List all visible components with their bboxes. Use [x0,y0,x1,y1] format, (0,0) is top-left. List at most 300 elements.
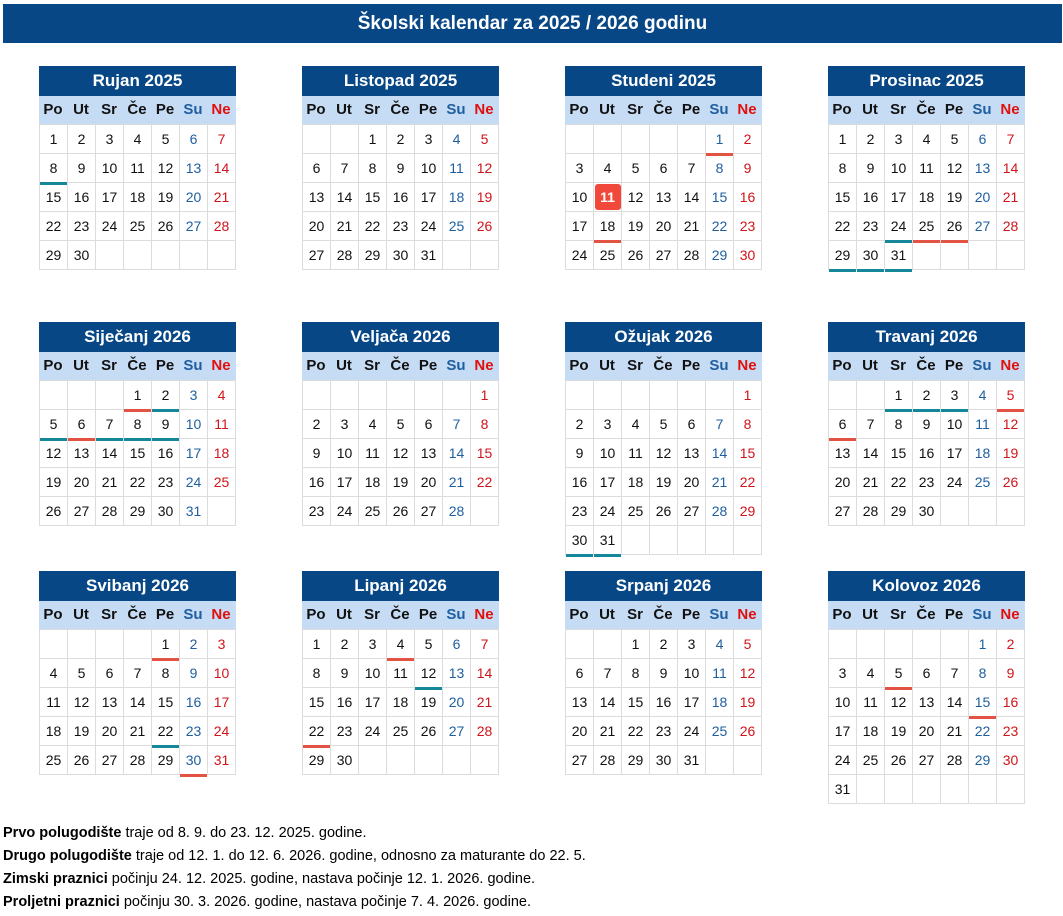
day-cell: 6 [968,125,996,153]
day-cell: 11 [207,410,236,438]
week-row [565,497,762,526]
day-cell: 25 [968,468,996,496]
empty-cell [67,381,95,409]
day-cell: 5 [621,154,649,182]
day-cell: 16 [330,688,358,716]
day-cell: 14 [123,688,151,716]
week-row [39,410,236,439]
day-cell: 3 [677,630,705,658]
weekday-label: Ne [474,606,494,623]
weekday-label: Sr [627,101,643,118]
day-cell: 30 [151,497,179,525]
day-cell: 14 [95,439,123,467]
day-cell: 13 [414,439,442,467]
day-cell: 27 [677,497,705,525]
day-cell: 8 [968,659,996,687]
day-cell: 11 [705,659,733,687]
day-cell: 3 [95,125,123,153]
empty-cell [968,775,996,803]
day-cell: 6 [179,125,207,153]
day-cell: 15 [968,688,996,716]
week-row [302,212,499,241]
day-cell: 21 [207,183,236,211]
week-row [302,630,499,659]
empty-cell [123,241,151,269]
day-cell: 24 [884,212,912,240]
weekday-label: Pe [681,606,701,623]
day-cell: 1 [151,630,179,658]
day-cell: 25 [386,717,414,745]
weekday-label: Ut [599,606,615,623]
day-cell: 6 [67,410,95,438]
day-cell: 20 [179,183,207,211]
day-cell: 1 [123,381,151,409]
day-cell: 6 [649,154,677,182]
day-cell: 12 [621,183,649,211]
day-cell: 4 [593,154,621,182]
weekday-label: Su [183,606,203,623]
day-cell: 7 [705,410,733,438]
day-cell: 16 [67,183,95,211]
weekday-label: Po [569,606,589,623]
day-cell: 1 [733,381,762,409]
day-cell: 29 [884,497,912,525]
weekday-header [39,96,236,124]
week-row [565,688,762,717]
day-cell: 20 [565,717,593,745]
empty-cell [705,746,733,774]
day-cell: 29 [39,241,67,269]
day-cell: 3 [828,659,856,687]
day-cell: 25 [39,746,67,774]
empty-cell [856,381,884,409]
empty-cell [39,381,67,409]
day-cell: 27 [442,717,470,745]
day-cell: 1 [884,381,912,409]
day-cell: 10 [179,410,207,438]
weekday-label: Ut [73,606,89,623]
week-row [302,439,499,468]
day-cell: 4 [705,630,733,658]
empty-cell [968,497,996,525]
day-cell: 13 [677,439,705,467]
weekday-label: Sr [101,357,117,374]
day-cell: 28 [123,746,151,774]
day-cell: 16 [179,688,207,716]
day-cell: 30 [179,746,207,774]
week-row [565,746,762,775]
month-calendar [39,322,236,526]
weekday-header [828,96,1025,124]
week-row [828,125,1025,154]
day-cell: 18 [39,717,67,745]
month-title: Prosinac 2025 [828,66,1025,96]
week-row [565,717,762,746]
day-cell: 9 [330,659,358,687]
day-cell: 31 [414,241,442,269]
day-cell: 15 [828,183,856,211]
week-row [39,212,236,241]
week-row [828,775,1025,804]
day-cell: 4 [621,410,649,438]
day-cell: 2 [856,125,884,153]
day-cell: 28 [442,497,470,525]
empty-cell [470,497,499,525]
weekday-label: Pe [155,606,175,623]
day-cell: 11 [442,154,470,182]
weekday-label: Če [916,357,936,374]
day-cell: 14 [677,183,705,211]
day-cell: 3 [358,630,386,658]
month-title: Studeni 2025 [565,66,762,96]
month-calendar [565,66,762,270]
weekday-header [39,352,236,380]
weekday-label: Ut [862,357,878,374]
empty-cell [705,526,733,554]
day-cell: 18 [968,439,996,467]
day-cell: 25 [123,212,151,240]
empty-cell [95,241,123,269]
day-cell: 27 [649,241,677,269]
day-cell: 19 [470,183,499,211]
weekday-header [828,352,1025,380]
day-cell: 14 [705,439,733,467]
weekday-label: Ut [73,357,89,374]
day-cell: 13 [442,659,470,687]
day-cell: 31 [828,775,856,803]
day-cell: 19 [940,183,968,211]
empty-cell [733,746,762,774]
day-cell: 11 [912,154,940,182]
month-title: Srpanj 2026 [565,571,762,601]
day-cell: 4 [442,125,470,153]
day-cell: 19 [649,468,677,496]
day-cell: 2 [565,410,593,438]
week-row [828,746,1025,775]
note-spring-break: Proljetni praznici počinju 30. 3. 2026. godine, nastava počinje 7. 4. 2026. godine. [3,894,531,910]
day-cell: 19 [884,717,912,745]
week-row [828,241,1025,270]
weekday-label: Če [127,357,147,374]
empty-cell [123,630,151,658]
month-calendar [39,571,236,775]
weekday-label: Pe [155,357,175,374]
day-cell: 31 [593,526,621,554]
weekday-header [828,601,1025,629]
day-cell: 18 [386,688,414,716]
day-cell: 21 [442,468,470,496]
month-calendar [302,322,499,526]
day-cell: 9 [912,410,940,438]
day-cell: 22 [123,468,151,496]
day-cell: 7 [996,125,1025,153]
week-row [39,630,236,659]
month-title: Kolovoz 2026 [828,571,1025,601]
day-cell: 30 [565,526,593,554]
day-cell: 19 [67,717,95,745]
day-cell: 12 [151,154,179,182]
empty-cell [649,526,677,554]
day-cell: 23 [67,212,95,240]
day-cell: 10 [207,659,236,687]
day-cell: 9 [151,410,179,438]
day-cell: 22 [302,717,330,745]
day-cell: 11 [39,688,67,716]
day-cell: 26 [996,468,1025,496]
day-cell: 9 [67,154,95,182]
day-cell: 1 [705,125,733,153]
day-cell: 5 [67,659,95,687]
weekday-label: Po [306,357,326,374]
note-first-term: Prvo polugodište traje od 8. 9. do 23. 12. 2025. godine. [3,825,367,841]
week-row [565,125,762,154]
empty-cell [940,775,968,803]
day-cell: 18 [621,468,649,496]
day-cell: 24 [414,212,442,240]
week-row [302,746,499,775]
day-cell: 27 [67,497,95,525]
day-cell: 30 [996,746,1025,774]
day-cell: 26 [386,497,414,525]
day-cell: 1 [968,630,996,658]
week-row [39,688,236,717]
day-cell: 11 [593,183,621,211]
month-calendar [828,66,1025,270]
day-cell: 5 [996,381,1025,409]
day-cell: 22 [39,212,67,240]
weekday-label: Po [43,357,63,374]
day-cell: 15 [733,439,762,467]
day-cell: 12 [996,410,1025,438]
weekday-label: Po [832,606,852,623]
day-cell: 26 [621,241,649,269]
day-cell: 16 [302,468,330,496]
empty-cell [912,630,940,658]
weekday-label: Pe [155,101,175,118]
day-cell: 11 [386,659,414,687]
week-row [39,717,236,746]
week-row [39,439,236,468]
week-row [828,688,1025,717]
weekday-label: Su [446,357,466,374]
day-cell: 27 [414,497,442,525]
day-cell: 20 [912,717,940,745]
weekday-label: Su [972,606,992,623]
day-cell: 10 [593,439,621,467]
day-cell: 21 [470,688,499,716]
day-cell: 1 [358,125,386,153]
day-cell: 20 [442,688,470,716]
day-cell: 24 [593,497,621,525]
day-cell: 22 [705,212,733,240]
day-cell: 23 [565,497,593,525]
day-cell: 22 [621,717,649,745]
weekday-label: Če [916,101,936,118]
month-title: Veljača 2026 [302,322,499,352]
empty-cell [207,497,236,525]
empty-cell [677,125,705,153]
weekday-label: Po [832,101,852,118]
day-cell: 3 [565,154,593,182]
day-cell: 8 [123,410,151,438]
day-cell: 29 [968,746,996,774]
note-second-term: Drugo polugodište traje od 12. 1. do 12. 6. 2026. godine, odnosno za maturante do 22. 5. [3,848,586,864]
day-cell: 20 [649,212,677,240]
empty-cell [884,630,912,658]
day-cell: 12 [67,688,95,716]
day-cell: 6 [565,659,593,687]
day-cell: 6 [442,630,470,658]
day-cell: 27 [968,212,996,240]
empty-cell [565,125,593,153]
empty-cell [386,381,414,409]
week-row [828,212,1025,241]
day-cell: 18 [442,183,470,211]
day-cell: 10 [677,659,705,687]
empty-cell [940,241,968,269]
day-cell: 28 [330,241,358,269]
empty-cell [593,381,621,409]
weekday-header [565,352,762,380]
weekday-label: Po [306,606,326,623]
day-cell: 2 [733,125,762,153]
weekday-label: Pe [681,101,701,118]
empty-cell [330,381,358,409]
day-cell: 29 [151,746,179,774]
day-cell: 5 [386,410,414,438]
day-cell: 18 [123,183,151,211]
day-cell: 24 [179,468,207,496]
day-cell: 16 [996,688,1025,716]
empty-cell [593,125,621,153]
weekday-label: Pe [418,357,438,374]
day-cell: 20 [95,717,123,745]
day-cell: 2 [330,630,358,658]
day-cell: 7 [593,659,621,687]
day-cell: 6 [677,410,705,438]
day-cell: 24 [677,717,705,745]
day-cell: 27 [95,746,123,774]
weekday-header [302,96,499,124]
day-cell: 24 [565,241,593,269]
day-cell: 3 [940,381,968,409]
day-cell: 12 [940,154,968,182]
day-cell: 25 [621,497,649,525]
week-row [302,381,499,410]
week-row [565,659,762,688]
day-cell: 5 [733,630,762,658]
day-cell: 28 [996,212,1025,240]
empty-cell [565,630,593,658]
empty-cell [649,125,677,153]
empty-cell [302,381,330,409]
day-cell: 13 [968,154,996,182]
month-calendar [828,322,1025,526]
day-cell: 24 [95,212,123,240]
day-cell: 1 [828,125,856,153]
day-cell: 10 [358,659,386,687]
day-cell: 26 [39,497,67,525]
week-row [828,183,1025,212]
weekday-label: Ne [737,101,757,118]
day-cell: 17 [940,439,968,467]
day-cell: 13 [95,688,123,716]
day-cell: 7 [856,410,884,438]
note-winter-break: Zimski praznici počinju 24. 12. 2025. godine, nastava počinje 12. 1. 2026. godine. [3,871,536,887]
weekday-label: Pe [944,101,964,118]
day-cell: 15 [621,688,649,716]
day-cell: 19 [151,183,179,211]
day-cell: 18 [593,212,621,240]
day-cell: 3 [593,410,621,438]
empty-cell [649,381,677,409]
empty-cell [179,241,207,269]
weekday-label: Ne [211,606,231,623]
month-calendar [565,571,762,775]
day-cell: 24 [330,497,358,525]
day-cell: 4 [386,630,414,658]
day-cell: 13 [302,183,330,211]
empty-cell [996,497,1025,525]
day-cell: 20 [828,468,856,496]
day-cell: 6 [912,659,940,687]
day-cell: 9 [565,439,593,467]
day-cell: 4 [856,659,884,687]
day-cell: 28 [677,241,705,269]
day-cell: 21 [330,212,358,240]
empty-cell [386,746,414,774]
empty-cell [358,381,386,409]
weekday-label: Ne [474,357,494,374]
weekday-label: Če [916,606,936,623]
day-cell: 30 [67,241,95,269]
week-row [565,212,762,241]
empty-cell [828,381,856,409]
day-cell: 11 [123,154,151,182]
day-cell: 19 [733,688,762,716]
day-cell: 16 [151,439,179,467]
empty-cell [621,526,649,554]
weekday-label: Če [127,606,147,623]
day-cell: 2 [302,410,330,438]
day-cell: 31 [179,497,207,525]
week-row [565,241,762,270]
week-row [39,183,236,212]
day-cell: 4 [968,381,996,409]
day-cell: 15 [358,183,386,211]
week-row [828,381,1025,410]
day-cell: 19 [621,212,649,240]
empty-cell [733,526,762,554]
empty-cell [67,630,95,658]
weekday-label: Sr [101,101,117,118]
weekday-label: Pe [944,606,964,623]
month-title: Rujan 2025 [39,66,236,96]
day-cell: 16 [733,183,762,211]
day-cell: 10 [565,183,593,211]
day-cell: 12 [386,439,414,467]
day-cell: 1 [621,630,649,658]
day-cell: 30 [856,241,884,269]
day-cell: 30 [330,746,358,774]
month-calendar [828,571,1025,804]
day-cell: 6 [828,410,856,438]
day-cell: 5 [649,410,677,438]
day-cell: 24 [358,717,386,745]
day-cell: 8 [705,154,733,182]
month-title: Lipanj 2026 [302,571,499,601]
day-cell: 5 [414,630,442,658]
